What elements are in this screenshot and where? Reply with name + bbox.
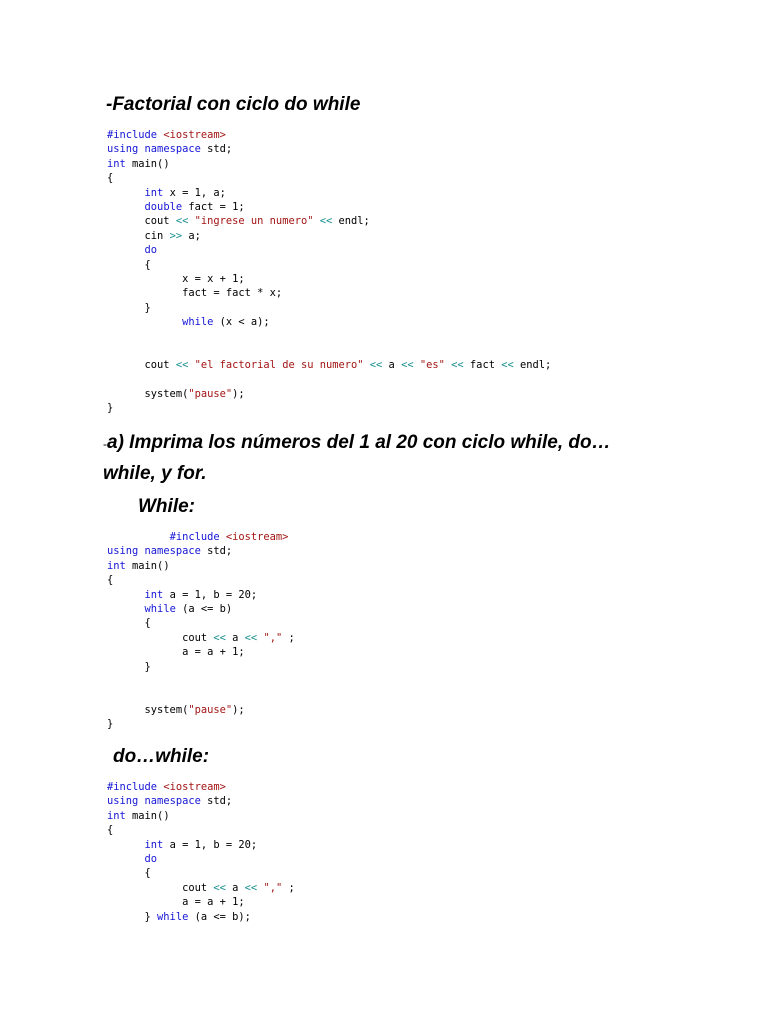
code-token-kw: do <box>144 852 158 865</box>
code-token-kw: int <box>144 588 164 601</box>
code-token: x = x + 1; <box>107 272 245 285</box>
code-token: cout <box>107 215 176 228</box>
code-token-str: <iostream> <box>163 781 226 793</box>
code-token: fact = 1; <box>182 200 245 213</box>
code-token-kw: double <box>144 200 183 213</box>
code-token-str: "pause" <box>188 703 233 716</box>
code-token: system( <box>107 703 189 716</box>
code-token-kw: while <box>157 910 189 923</box>
code-line <box>107 358 551 372</box>
code-token: } <box>107 660 151 673</box>
exercise-prefix: - <box>103 437 107 451</box>
code-token: x = 1, a; <box>163 186 226 199</box>
code-line <box>107 401 551 415</box>
code-token-op: << <box>401 359 414 372</box>
code-token: cout <box>107 359 176 372</box>
code-token: (x < a); <box>213 316 270 329</box>
code-line <box>107 780 295 794</box>
dowhile-code-block <box>107 780 295 924</box>
code-token-pp: #include <box>107 781 164 793</box>
code-line <box>107 866 295 880</box>
code-line <box>107 573 295 587</box>
code-token-kw: using <box>107 795 139 808</box>
code-token: ); <box>232 703 245 716</box>
code-line <box>107 660 295 674</box>
code-token <box>107 589 145 601</box>
code-token-pp: #include <box>107 129 164 141</box>
code-token-op: << <box>175 359 189 372</box>
code-token: { <box>107 824 114 837</box>
code-token: fact <box>463 359 502 372</box>
code-token-kw: while <box>182 316 214 329</box>
code-line <box>107 717 295 731</box>
code-token: a <box>382 359 402 372</box>
code-line <box>107 200 551 214</box>
code-token-op: << <box>213 881 226 894</box>
code-token-kw: namespace <box>144 143 201 156</box>
while-code-block <box>107 530 295 731</box>
code-line <box>107 688 295 702</box>
code-token: a <box>225 881 245 894</box>
code-token: endl; <box>513 359 552 372</box>
code-token-kw: int <box>107 809 126 822</box>
code-token: a = a + 1; <box>107 896 245 909</box>
code-token-pp: #include <box>169 531 226 543</box>
code-token <box>107 839 145 851</box>
code-token <box>107 603 145 615</box>
code-line <box>107 286 551 300</box>
code-token <box>107 853 145 865</box>
code-line <box>107 258 551 272</box>
code-token: a = 1, b = 20; <box>163 588 258 601</box>
code-token: (a <= b) <box>175 602 233 615</box>
code-line <box>107 881 295 895</box>
code-line <box>107 157 551 171</box>
code-token-op: << <box>451 359 464 372</box>
code-token: a; <box>182 229 201 242</box>
code-token-kw: using <box>107 143 139 156</box>
code-line <box>107 910 295 924</box>
code-token <box>107 316 182 328</box>
code-token: system( <box>107 388 189 401</box>
code-token: ); <box>232 388 245 401</box>
code-line <box>107 373 551 387</box>
exercise-text: a) Imprima los números del 1 al 20 con ciclo while, do…while, y for. <box>103 432 611 484</box>
code-line <box>107 674 295 688</box>
code-token: fact = fact * x; <box>107 287 283 300</box>
code-line <box>107 794 295 808</box>
code-line <box>107 895 295 909</box>
code-line <box>107 838 295 852</box>
code-token-kw: using <box>107 545 139 558</box>
code-token-kw: do <box>144 244 158 257</box>
code-token: } <box>107 301 151 314</box>
code-token-str: "el factorial de su numero" <box>194 359 364 372</box>
code-token-kw: while <box>144 602 176 615</box>
code-token: a = a + 1; <box>107 646 245 659</box>
code-token-str: "es" <box>419 359 445 372</box>
code-token-op: << <box>175 215 189 228</box>
code-token-str: <iostream> <box>225 531 289 543</box>
code-token: cout <box>107 631 214 644</box>
factorial-heading: -Factorial con ciclo do while <box>106 94 361 115</box>
dowhile-heading: do…while: <box>113 746 210 767</box>
code-line <box>107 530 295 544</box>
code-line <box>107 588 295 602</box>
code-line <box>107 128 551 142</box>
code-token <box>107 201 145 213</box>
code-line <box>107 229 551 243</box>
code-token: { <box>107 617 151 630</box>
code-token: } <box>107 910 158 923</box>
code-token: ; <box>282 881 295 894</box>
code-token-op: << <box>244 881 258 894</box>
code-token-str: "," <box>263 631 283 644</box>
code-token-op: << <box>213 631 226 644</box>
code-line <box>107 823 295 837</box>
code-token: { <box>107 258 151 271</box>
code-token: main() <box>125 809 170 822</box>
code-token: std; <box>200 143 233 156</box>
code-token: cin <box>107 229 170 242</box>
code-line <box>107 645 295 659</box>
code-line <box>107 243 551 257</box>
code-token-str: "," <box>263 881 283 894</box>
while-heading: While: <box>138 496 195 517</box>
code-token: } <box>107 402 114 415</box>
code-line <box>107 631 295 645</box>
code-token: { <box>107 574 114 587</box>
code-token-kw: namespace <box>144 795 201 808</box>
code-token: (a <= b); <box>188 910 251 923</box>
code-token-kw: int <box>144 186 164 199</box>
code-token: endl; <box>332 215 370 228</box>
code-token-str: "ingrese un numero" <box>194 215 314 228</box>
code-line <box>107 171 551 185</box>
code-line <box>107 809 295 823</box>
code-token: ; <box>282 631 295 644</box>
code-line <box>107 559 295 573</box>
code-token-op: << <box>319 215 333 228</box>
code-line <box>107 186 551 200</box>
code-line <box>107 344 551 358</box>
code-token: a <box>225 631 245 644</box>
code-token: std; <box>200 795 233 808</box>
code-line <box>107 703 295 717</box>
code-token-kw: int <box>107 157 126 170</box>
code-token-str: "pause" <box>188 388 233 401</box>
code-line <box>107 852 295 866</box>
code-line <box>107 301 551 315</box>
code-token: cout <box>107 881 214 894</box>
code-line <box>107 272 551 286</box>
code-line <box>107 544 295 558</box>
code-token-kw: namespace <box>144 545 201 558</box>
code-token: a = 1, b = 20; <box>163 838 258 851</box>
code-token-kw: int <box>144 838 164 851</box>
code-token: main() <box>125 157 170 170</box>
code-line <box>107 315 551 329</box>
code-token: std; <box>200 545 233 558</box>
code-line <box>107 616 295 630</box>
code-line <box>107 602 295 616</box>
code-token-kw: int <box>107 559 126 572</box>
code-line <box>107 387 551 401</box>
code-line <box>107 329 551 343</box>
code-token <box>107 187 145 199</box>
code-token: } <box>107 718 114 731</box>
code-line <box>107 214 551 228</box>
code-token <box>107 244 145 256</box>
code-token-op: << <box>244 631 258 644</box>
code-token-op: >> <box>169 229 183 242</box>
code-token: main() <box>125 559 170 572</box>
code-token: { <box>107 172 114 185</box>
factorial-code-block <box>107 128 551 416</box>
code-token-op: << <box>501 359 514 372</box>
code-token-str: <iostream> <box>163 129 226 141</box>
code-token-op: << <box>369 359 383 372</box>
exercise-heading <box>103 428 663 489</box>
code-token <box>107 531 170 543</box>
code-line <box>107 142 551 156</box>
code-token: { <box>107 867 151 880</box>
